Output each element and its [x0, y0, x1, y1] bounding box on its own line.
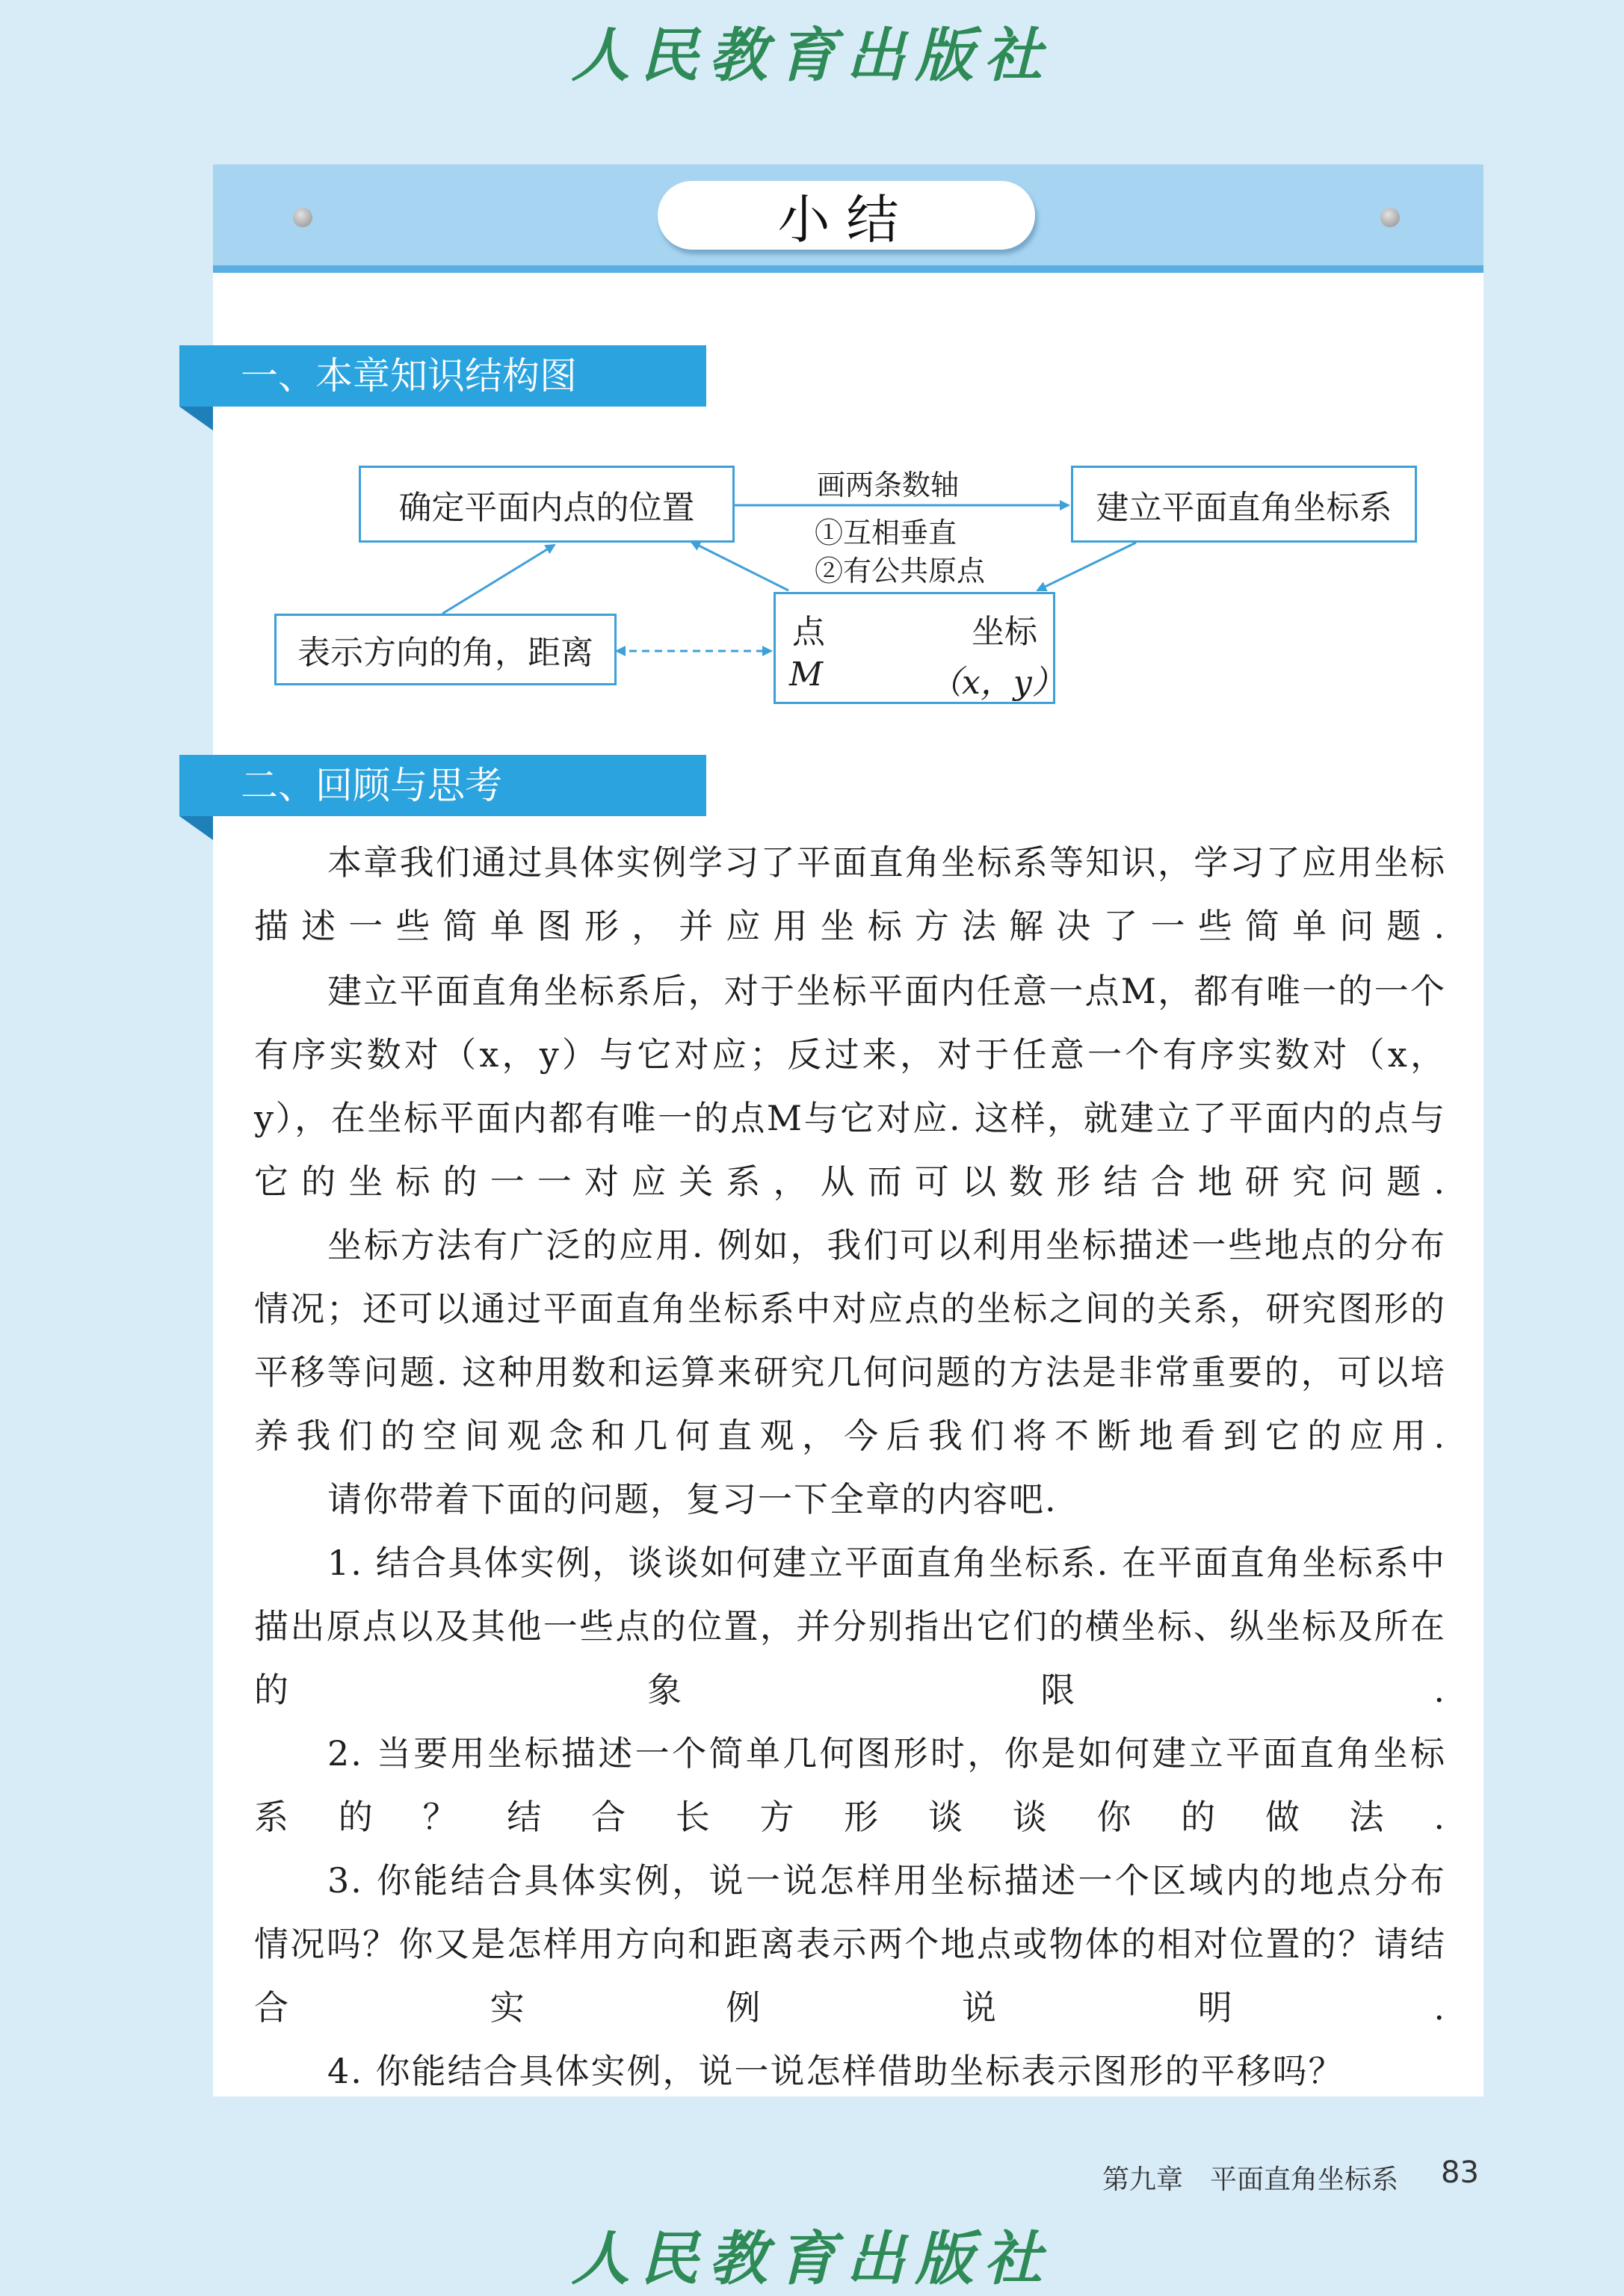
page-number: 83 — [1441, 2155, 1479, 2190]
card-title: 小结 — [658, 181, 1035, 250]
footer-chapter-title: 第九章 平面直角坐标系 — [1102, 2164, 1399, 2195]
node-direction-distance: 表示方向的角，距离 — [274, 614, 617, 685]
question-3: 3. 你能结合具体实例，说一说怎样用坐标描述一个区域内的地点分布情况吗？你又是怎样用方向和距离表示两个地点或物体的相对位置的？请结合实例说明. — [254, 1860, 1446, 2028]
section-heading-review: 二、回顾与思考 — [179, 755, 706, 816]
card-header — [213, 164, 1483, 273]
coordinate-symbol: （x，y） — [929, 664, 1065, 702]
publisher-logo-bottom: 人民教育出版社 — [571, 2225, 1053, 2293]
node-point-coordinate — [774, 592, 1065, 704]
paragraph-2: 建立平面直角坐标系后，对于坐标平面内任意一点M，都有唯一的一个有序实数对（x，y）与它对应；反过来，对于任意一个有序实数对（x，y），在坐标平面内都有唯一的点M与它对应. 这样，就建立了平面内的点与它的坐标的一一对应关系，从而可以数形结合地研究问题. — [254, 971, 1446, 1202]
edge-label-title: 画两条数轴 — [817, 469, 960, 502]
coordinate-label: 坐标 — [972, 613, 1037, 651]
binder-hole-right-icon — [1380, 208, 1400, 227]
binder-hole-left-icon — [293, 208, 312, 227]
publisher-logo-top: 人民教育出版社 — [571, 22, 1053, 90]
point-label: 点 — [792, 613, 825, 651]
paragraph-3: 坐标方法有广泛的应用. 例如，我们可以利用坐标描述一些地点的分布情况；还可以通过平面直角坐标系中对应点的坐标之间的关系，研究图形的平移等问题. 这种用数和运算来研究几何问题的方法是非常重要的，可以培养我们的空间观念和几何直观，今后我们将不断地看到它的应用. — [254, 1225, 1446, 1456]
node-coordinate-system: 建立平面直角坐标系 — [1071, 466, 1417, 543]
paragraph-1: 本章我们通过具体实例学习了平面直角坐标系等知识，学习了应用坐标描述一些简单图形，并应用坐标方法解决了一些简单问题. — [254, 842, 1446, 946]
question-4: 4. 你能结合具体实例，说一说怎样借助坐标表示图形的平移吗？ — [327, 2051, 1344, 2091]
edge-label-perpendicular: ①互相垂直 — [815, 516, 957, 549]
edge-label-common-origin: ②有公共原点 — [815, 555, 986, 587]
paragraph-4: 请你带着下面的问题，复习一下全章的内容吧. — [327, 1479, 1058, 1519]
question-1: 1. 结合具体实例，谈谈如何建立平面直角坐标系. 在平面直角坐标系中描出原点以及其他一些点的位置，并分别指出它们的横坐标、纵坐标及所在的象限. — [254, 1543, 1446, 1710]
point-symbol: M — [789, 655, 824, 694]
section-heading-structure: 一、本章知识结构图 — [179, 345, 706, 407]
question-2: 2. 当要用坐标描述一个简单几何图形时，你是如何建立平面直角坐标系的？结合长方形谈谈你的做法. — [254, 1733, 1446, 1837]
node-determine-position: 确定平面内点的位置 — [359, 466, 735, 543]
